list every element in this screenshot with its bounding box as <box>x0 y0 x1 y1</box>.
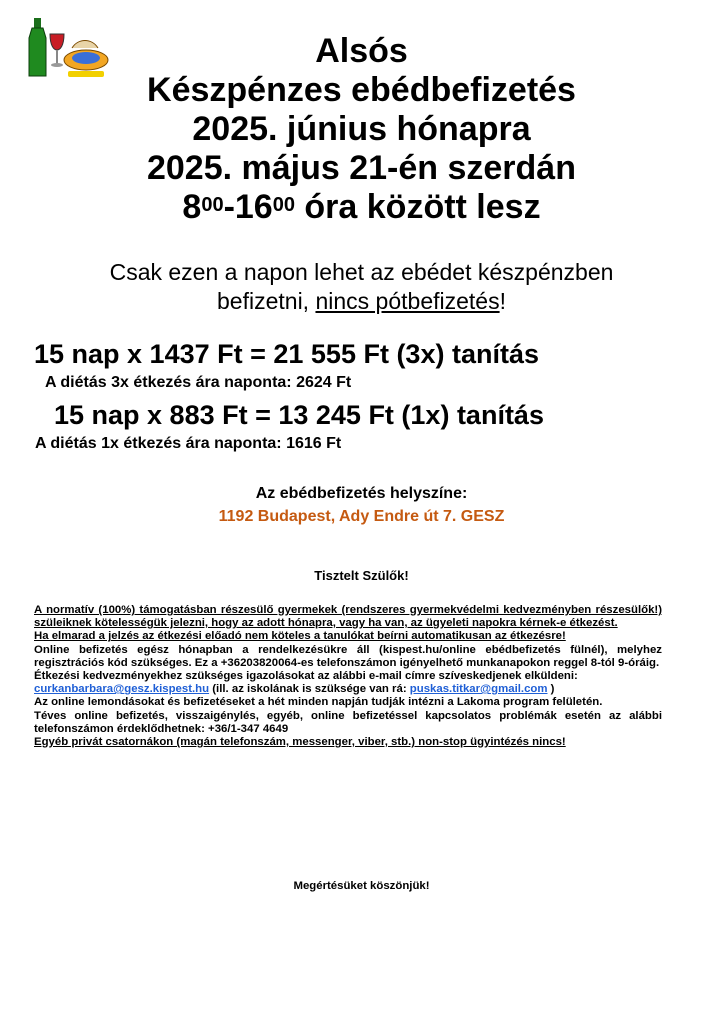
location-address: 1192 Budapest, Ady Endre út 7. GESZ <box>218 508 505 525</box>
header-line-4: 2025. május 21-én szerdán <box>146 149 576 187</box>
notice-paragraph-2: Ha elmarad a jelzés az étkezési előadó nem köteles a tanulókat beírni automatikusan az étkezésre! <box>34 630 566 643</box>
header-line-3: 2025. június hónapra <box>192 110 531 148</box>
email-link-puskas[interactable]: puskas.titkar@gmail.com <box>409 683 548 696</box>
header-line-2: Készpénzes ebédbefizetés <box>147 71 576 109</box>
page-title: Alsós <box>315 32 408 70</box>
subtitle-line-1: Csak ezen a napon lehet az ebédet készpénzben <box>109 259 614 285</box>
header-block <box>0 32 723 227</box>
price-row-1x: 15 nap x 883 Ft = 13 245 Ft (1x) tanítás <box>54 400 544 430</box>
location-label: Az ebédbefizetés helyszíne: <box>255 485 468 502</box>
greeting: Tisztelt Szülők! <box>314 568 409 583</box>
header-time-line: $8^{00}-16^{00}$ óra között lesz <box>182 188 541 226</box>
email-link-curkan[interactable]: curkanbarbara@gesz.kispest.hu <box>34 683 210 696</box>
subtitle-line-2: befizetni, nincs pótbefizetés! <box>217 288 506 314</box>
notice-paragraph-4: Étkezési kedvezményekhez szükséges igazolásokat az alábbi e-mail címre szíveskedjenek elküldeni: <box>34 670 578 683</box>
thanks-text: Megértésüket köszönjük! <box>293 880 430 892</box>
diet-price-1x: A diétás 1x étkezés ára naponta: 1616 Ft <box>35 435 342 452</box>
diet-price-3x: A diétás 3x étkezés ára naponta: 2624 Ft <box>45 374 352 391</box>
subtitle <box>0 258 723 316</box>
no-late-payment-text: nincs pótbefizetés <box>315 288 500 314</box>
notice-paragraph-7: Egyéb privát csatornákon (magán telefonszám, messenger, viber, stb.) non-stop ügyintézés nincs! <box>34 736 566 749</box>
notice-text <box>34 604 662 749</box>
price-row-3x: 15 nap x 1437 Ft = 21 555 Ft (3x) tanítás <box>34 339 539 369</box>
notice-paragraph-3: Online befizetés egész hónapban a rendelkezésükre áll (kispest.hu/online ebédbefizetés fülnél), melyhez regisztrációs kód szükséges. Ez a +36203820064-es telefonszámon igényelhető munkanapokon reggel 8-tól 9-óráig. <box>34 643 662 669</box>
notice-email-line: curkanbarbara@gesz.kispest.hu (ill. az iskolának is szüksége van rá: puskas.titkar@gmail.com ) <box>34 683 555 696</box>
notice-paragraph-6: Téves online befizetés, visszaigénylés, egyéb, online befizetéssel kapcsolatos problémák esetén az alábbi telefonszámon érdeklődhetnek: +36/1-347 4649 <box>34 709 662 735</box>
notice-paragraph-5: Az online lemondásokat és befizetéseket a hét minden napján tudják intézni a Lakoma program felületén. <box>34 696 603 709</box>
notice-paragraph-1: A normatív (100%) támogatásban részesülő gyermekek (rendszeres gyermekvédelmi kedvezményben részesülők!) szüleiknek kötelességük jelezni, hogy az adott hónapra, vagy ha van, az ügyeleti napokra kérnek-e étkezést. <box>34 604 662 630</box>
